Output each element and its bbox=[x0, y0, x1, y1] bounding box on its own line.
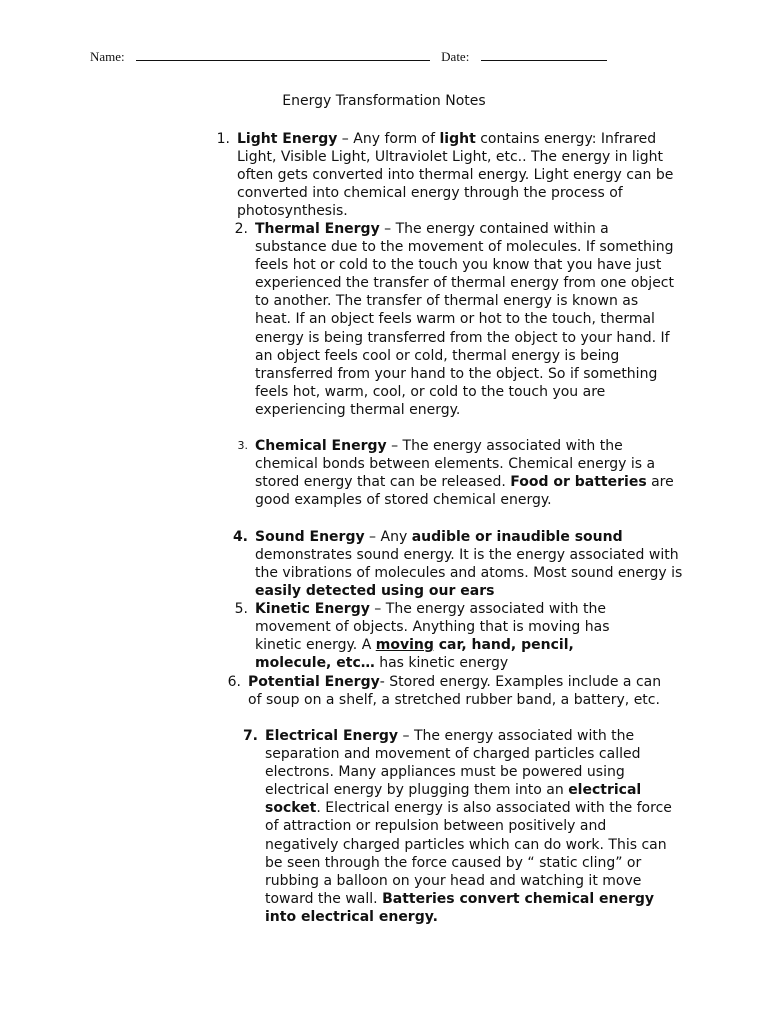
list-item-chemical-energy bbox=[237, 437, 683, 509]
list-item-kinetic-energy bbox=[234, 600, 650, 672]
term-separator: – bbox=[364, 529, 381, 545]
name-date-header bbox=[90, 48, 607, 65]
emphasis-text: Food or batteries bbox=[510, 474, 647, 491]
date-label: Date: bbox=[441, 49, 470, 64]
term-separator: - bbox=[379, 674, 390, 690]
emphasis-text: car, hand, pencil, molecule, etc… bbox=[255, 637, 574, 672]
body-text: demonstrates sound energy. It is the energy associated with the vibrations of molecules and atoms. Most sound energy is bbox=[255, 547, 683, 582]
date-blank-line[interactable] bbox=[481, 48, 607, 61]
term-label: Chemical Energy bbox=[255, 438, 387, 454]
term-separator: – bbox=[386, 438, 403, 454]
emphasis-text: audible or inaudible sound bbox=[411, 529, 623, 545]
body-text: . Electrical energy is also associated with the force of attraction or repulsion between positively and negatively charged particles which can do work. This can be seen through the force caused by “ static cling” or rubbing a balloon on your head and watching it move toward the wall. bbox=[265, 800, 672, 907]
body-text: has kinetic energy bbox=[374, 655, 509, 672]
list-number: 6. bbox=[227, 674, 241, 690]
list-item-thermal-energy bbox=[234, 220, 677, 419]
term-separator: – bbox=[379, 221, 396, 237]
body-text: contains energy: Infrared Light, Visible Light, Ultraviolet Light, etc.. The energy in light often gets converted into thermal energy. Light energy can be converted into chemical energy through the process of photosynthesis. bbox=[237, 131, 674, 220]
term-separator: – bbox=[369, 601, 386, 617]
list-number: 7. bbox=[242, 728, 258, 744]
list-number: 1. bbox=[216, 131, 230, 147]
list-number: 3. bbox=[237, 439, 248, 452]
body-text: Stored energy. Examples include a can of soup on a shelf, a stretched rubber band, a battery, etc. bbox=[248, 674, 662, 709]
term-label: Thermal Energy bbox=[255, 221, 380, 237]
name-label: Name: bbox=[90, 49, 125, 64]
term-label: Light Energy bbox=[237, 131, 338, 147]
definition-text bbox=[255, 221, 674, 418]
body-text: The energy associated with the movement of objects. Anything that is moving has kinetic energy. A bbox=[255, 601, 610, 654]
list-item-light-energy bbox=[216, 130, 677, 220]
name-blank-line[interactable] bbox=[136, 48, 430, 61]
list-item-potential-energy bbox=[227, 673, 673, 709]
list-item-sound-energy bbox=[232, 528, 695, 600]
body-text: The energy associated with the separation and movement of charged particles called electrons. Many appliances must be powered using electrical energy by plugging them into an bbox=[265, 728, 641, 799]
term-separator: – bbox=[398, 728, 414, 744]
body-text: Any form of bbox=[353, 131, 440, 147]
emphasis-text: electrical socket bbox=[265, 782, 642, 817]
body-text: are good examples of stored chemical energy. bbox=[255, 474, 674, 509]
term-label: Kinetic Energy bbox=[255, 601, 370, 617]
list-number: 5. bbox=[234, 601, 248, 617]
definition-text bbox=[265, 728, 672, 925]
term-label: Potential Energy bbox=[248, 674, 380, 690]
emphasis-text: easily detected using our ears bbox=[255, 583, 495, 600]
list-number: 4. bbox=[232, 529, 248, 545]
emphasis-underlined-text: moving bbox=[375, 637, 434, 654]
body-text: The energy contained within a substance due to the movement of molecules. If something feels hot or cold to the touch you know that you have just experienced the transfer of thermal energy from one object to another. The transfer of thermal energy is known as heat. If an object feels warm or hot to the touch, thermal energy is being transferred from the object to your hand. If an object feels cool or cold, thermal energy is being transferred from your hand to the object. So if something feels hot, warm, cool, or cold to the touch you are experiencing thermal energy. bbox=[255, 221, 674, 418]
body-text: The energy associated with the chemical bonds between elements. Chemical energy is a stored energy that can be released. bbox=[255, 438, 656, 491]
list-item-electrical-energy bbox=[242, 727, 683, 926]
list-number: 2. bbox=[234, 221, 248, 237]
term-separator: – bbox=[337, 131, 354, 147]
emphasis-text: light bbox=[439, 131, 476, 147]
term-label: Electrical Energy bbox=[265, 728, 399, 744]
term-label: Sound Energy bbox=[255, 529, 365, 545]
emphasis-text: Batteries convert chemical energy into electrical energy. bbox=[265, 890, 655, 925]
body-text: Any bbox=[380, 529, 412, 545]
page-title: Energy Transformation Notes bbox=[282, 93, 486, 109]
